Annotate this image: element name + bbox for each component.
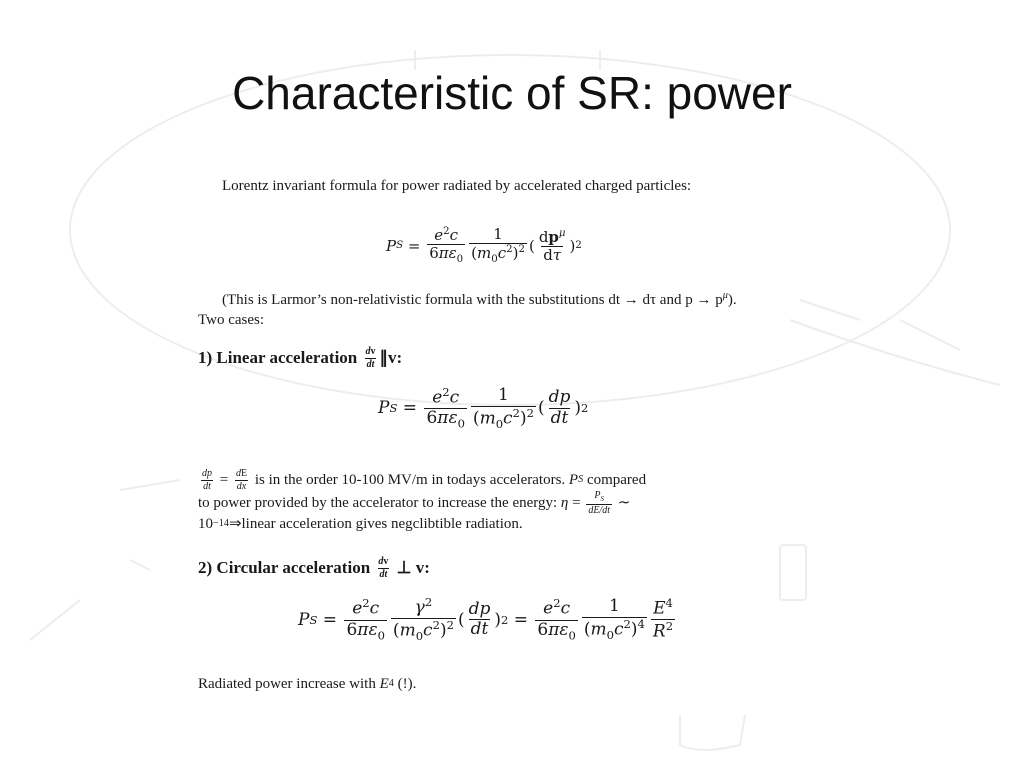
section1-condition: ∥v: [379, 348, 403, 367]
compared-text: compared [586, 472, 647, 488]
compare-line: to power provided by the accelerator to increase the energy: η = $\frac{P_S}{dE/dt}$ ∼ [198, 490, 631, 516]
final-end: (!). [397, 676, 417, 692]
slide-title: Characteristic of SR: power [232, 67, 792, 119]
larmor-note-end: ). Two cases: [198, 292, 737, 328]
section2-label: 2) Circular acceleration [198, 558, 371, 577]
gradient-line: $\frac{dp}{dt}$ = $\frac{dE}{dx}$ is in the order 10-100 MV/m in todays accelerators. P S compared [202, 468, 647, 492]
equation-circular-power: P S = $\frac{e^2c}{6\pi\varepsilon_0}$ $\frac{\gamma^2}{(m_0c^2)^2}$ ( $\frac{dp}{dt}$ ) 2 = $\frac{e^2c}{6\pi\varepsilon_0}$ $\frac{1}{(m_0c^2)^4}$ $\frac{E^4}{R^2}$ [298, 595, 674, 644]
eta-conclusion: ⇒linear acceleration gives negclibtible radiation. [228, 516, 523, 532]
section2-condition: ⊥ v: [396, 558, 430, 577]
section1-heading: 1) Linear acceleration $\frac{dv}{dt}$ ∥v: [198, 346, 403, 370]
final-text: Radiated power increase with [198, 676, 376, 692]
equation-lorentz-power: P S = $\frac{e^2c}{6\pi\varepsilon_0}$ $\frac{1}{(m_0c^2)^2}$ ( $\frac{dp^\mu}{d\tau}$ ) 2 [386, 225, 582, 266]
final-line: Radiated power increase with E 4 (!). [198, 676, 417, 692]
equation-linear-power: P S = $\frac{e^2c}{6\pi\varepsilon_0}$ $\frac{1}{(m_0c^2)^2}$ ( $\frac{dp}{dt}$ ) 2 [378, 385, 589, 431]
section1-label: 1) Linear acceleration [198, 348, 358, 367]
eta-conclusion-line: 10 −14 ⇒linear acceleration gives negclibtible radiation. [198, 516, 523, 532]
larmor-note-text: (This is Larmor’s non-relativistic formula with the substitutions dt → dτ and p → p [222, 292, 723, 308]
intro-paragraph: Lorentz invariant formula for power radiated by accelerated charged particles: [222, 178, 692, 194]
section2-heading: 2) Circular acceleration $\frac{dv}{dt}$ ⊥ v: [198, 556, 430, 580]
compare-text: to power provided by the accelerator to increase the energy: [198, 495, 558, 512]
gradient-text: is in the order 10-100 MV/m in todays accelerators. [254, 472, 566, 488]
larmor-paragraph: (This is Larmor’s non-relativistic formula with the substitutions dt → dτ and $p \to p^\mu$). Two cases: [198, 290, 737, 328]
